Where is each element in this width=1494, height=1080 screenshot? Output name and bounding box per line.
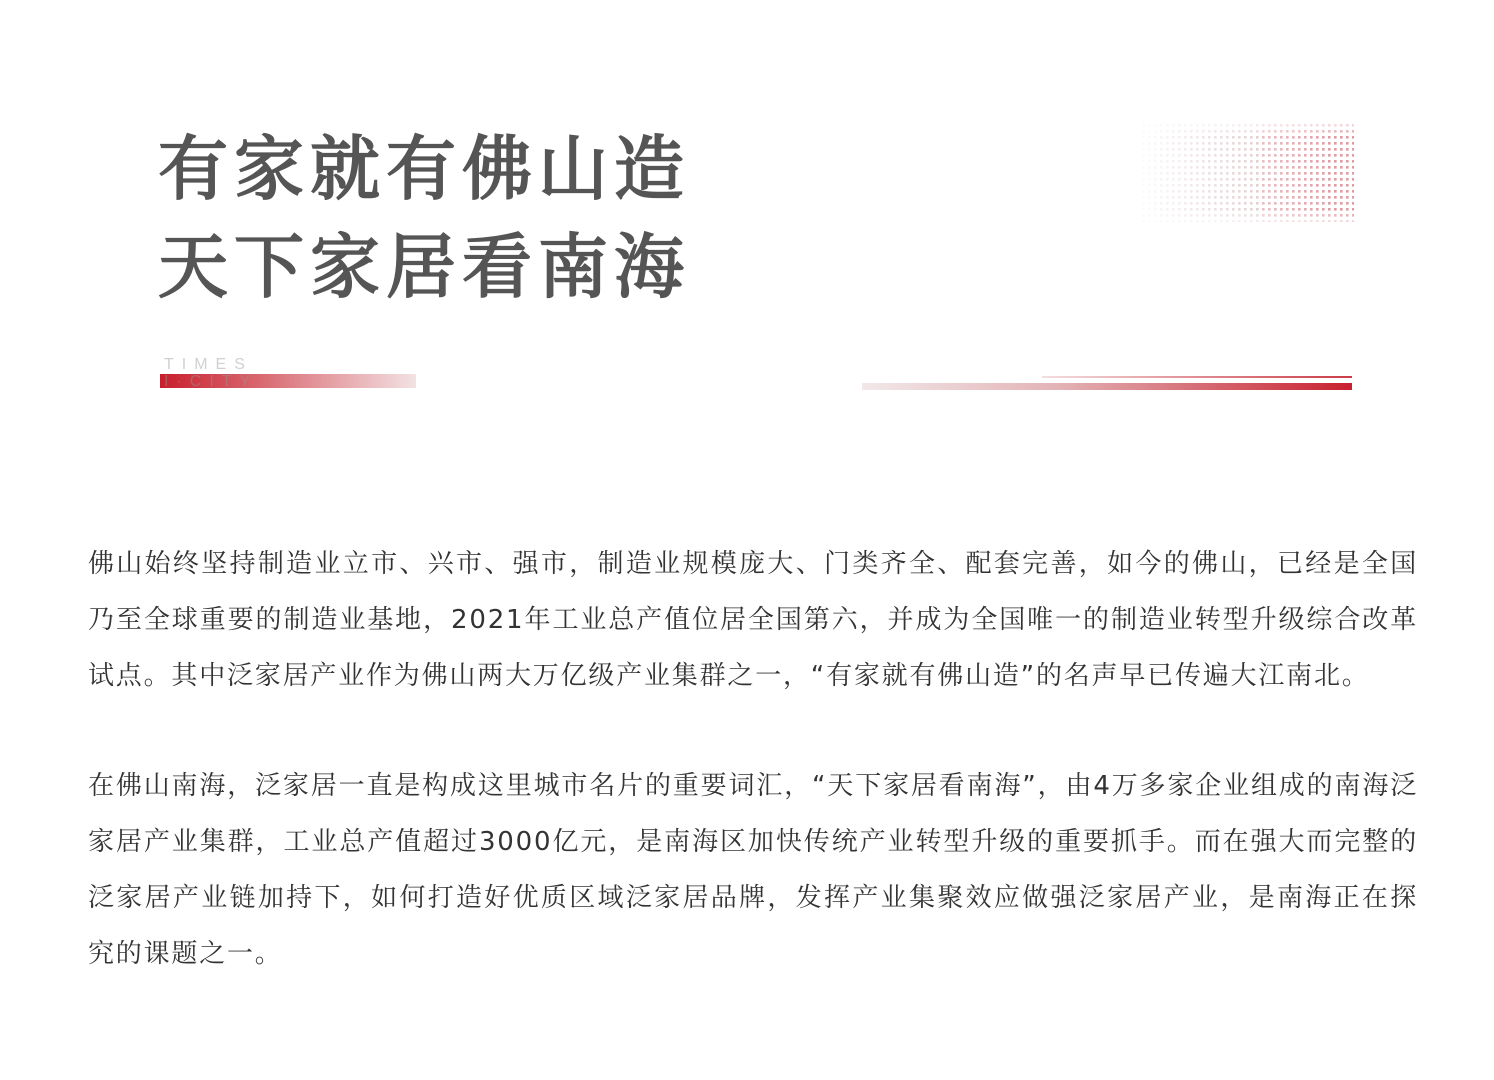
headline — [158, 120, 690, 316]
headline-line-1: 有家就有佛山造 — [158, 128, 690, 210]
article-body — [88, 536, 1418, 1036]
article-paragraph: 在佛山南海，泛家居一直是构成这里城市名片的重要词汇，“天下家居看南海”，由4万多家企业组成的南海泛家居产业集群，工业总产值超过3000亿元，是南海区加快传统产业转型升级的重要抓手。而在强大而完整的泛家居产业链加持下，如何打造好优质区域泛家居品牌，发挥产业集聚效应做强泛家居产业，是南海正在探究的课题之一。 — [88, 771, 1418, 969]
decorative-rule-thick — [862, 383, 1352, 390]
decorative-rule-thin — [1042, 376, 1352, 378]
brand-wordmark-line-1: TIMES — [164, 356, 253, 373]
brand-wordmark — [164, 356, 258, 390]
headline-line-2: 天下家居看南海 — [158, 226, 690, 308]
decorative-rule — [862, 370, 1354, 394]
brand-wordmark-line-2: I·CITY — [164, 373, 259, 390]
article-paragraph: 佛山始终坚持制造业立市、兴市、强市，制造业规模庞大、门类齐全、配套完善，如今的佛山，已经是全国乃至全球重要的制造业基地，2021年工业总产值位居全国第六，并成为全国唯一的制造业转型升级综合改革试点。其中泛家居产业作为佛山两大万亿级产业集群之一，“有家就有佛山造”的名声早已传遍大江南北。 — [88, 549, 1418, 691]
dot-pattern-decoration — [1140, 122, 1354, 222]
brand-logo — [160, 356, 420, 400]
